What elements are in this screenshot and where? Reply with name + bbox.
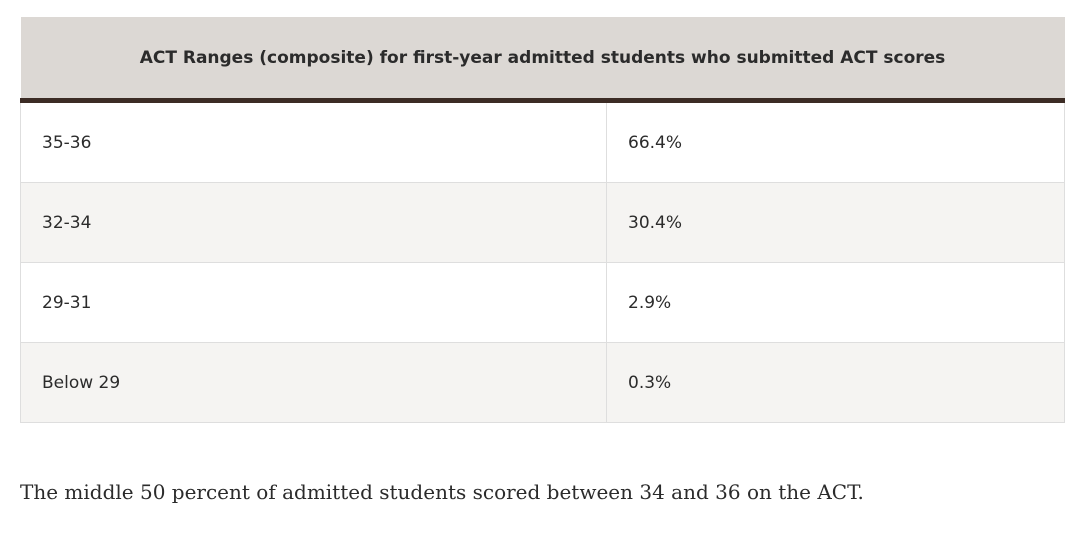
- percent-cell: 30.4%: [607, 183, 1065, 263]
- percent-cell: 2.9%: [607, 263, 1065, 343]
- percent-cell: 0.3%: [607, 343, 1065, 423]
- act-ranges-table-container: [20, 17, 1064, 423]
- table-row: [21, 343, 1065, 423]
- score-range-cell: 29-31: [21, 263, 607, 343]
- score-range-cell: Below 29: [21, 343, 607, 423]
- table-row: [21, 101, 1065, 183]
- score-range-cell: 32-34: [21, 183, 607, 263]
- percent-cell: 66.4%: [607, 101, 1065, 183]
- table-header-row: [21, 17, 1065, 101]
- table-row: [21, 263, 1065, 343]
- score-range-cell: 35-36: [21, 101, 607, 183]
- table-header: [21, 17, 1065, 101]
- middle-50-note: The middle 50 percent of admitted students scored between 34 and 36 on the ACT.: [20, 480, 864, 504]
- table-header-title: ACT Ranges (composite) for first-year admitted students who submitted ACT scores: [21, 17, 1065, 101]
- table-row: [21, 183, 1065, 263]
- act-ranges-table: [20, 17, 1065, 423]
- table-body: [21, 101, 1065, 423]
